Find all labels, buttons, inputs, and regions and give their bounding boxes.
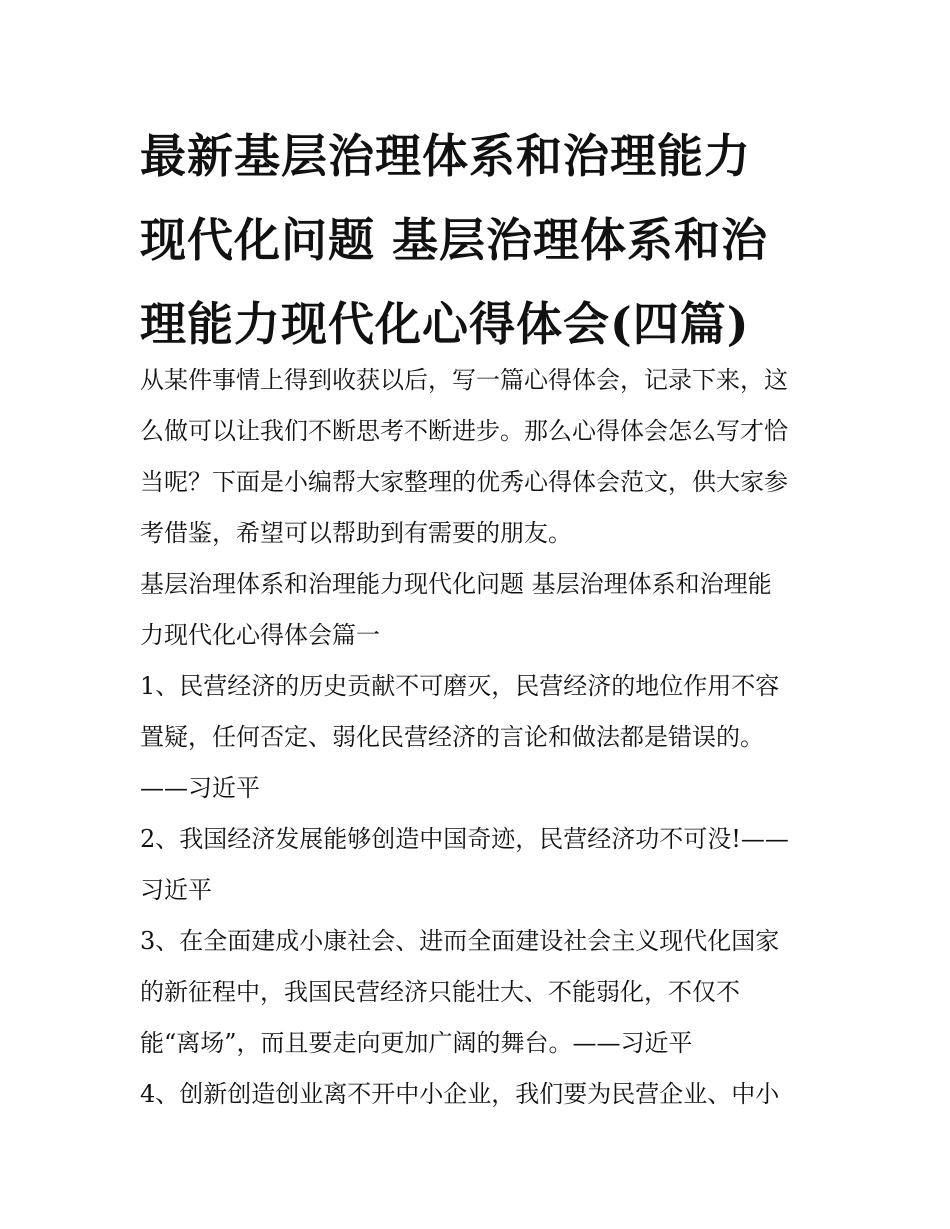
intro-line: 从某件事情上得到收获以后，写一篇心得体会，记录下来，这 — [140, 366, 788, 394]
quote-line: 习近平 — [140, 876, 212, 904]
title-line: 最新基层治理体系和治理能力 — [140, 129, 751, 183]
quote-line: 2、我国经济发展能够创造中国奇迹，民营经济功不可没!—— — [140, 825, 789, 853]
quote-line: 的新征程中，我国民营经济只能壮大、不能弱化，不仅不 — [140, 978, 740, 1006]
title-line: 理能力现代化心得体会(四篇) — [140, 297, 750, 351]
document-body — [140, 355, 830, 1120]
quote-line: 1、民营经济的历史贡献不可磨灭，民营经济的地位作用不容 — [140, 672, 780, 700]
section-heading-line: 力现代化心得体会篇一 — [140, 621, 380, 649]
quote-line: 4、创新创造创业离不开中小企业，我们要为民营企业、中小 — [140, 1080, 780, 1108]
quote-line: ——习近平 — [140, 774, 260, 802]
title-line: 现代化问题 基层治理体系和治 — [140, 213, 769, 267]
section-heading-line: 基层治理体系和治理能力现代化问题 基层治理体系和治理能 — [140, 570, 772, 598]
quote-line: 能“离场”，而且要走向更加广阔的舞台。——习近平 — [140, 1029, 693, 1057]
intro-line: 么做可以让我们不断思考不断进步。那么心得体会怎么写才恰 — [140, 417, 788, 445]
intro-line: 考借鉴，希望可以帮助到有需要的朋友。 — [140, 519, 572, 547]
quote-line: 置疑，任何否定、弱化民营经济的言论和做法都是错误的。 — [140, 723, 764, 751]
document-title — [140, 114, 820, 366]
quote-line: 3、在全面建成小康社会、进而全面建设社会主义现代化国家 — [140, 927, 780, 955]
intro-line: 当呢？下面是小编帮大家整理的优秀心得体会范文，供大家参 — [140, 468, 788, 496]
